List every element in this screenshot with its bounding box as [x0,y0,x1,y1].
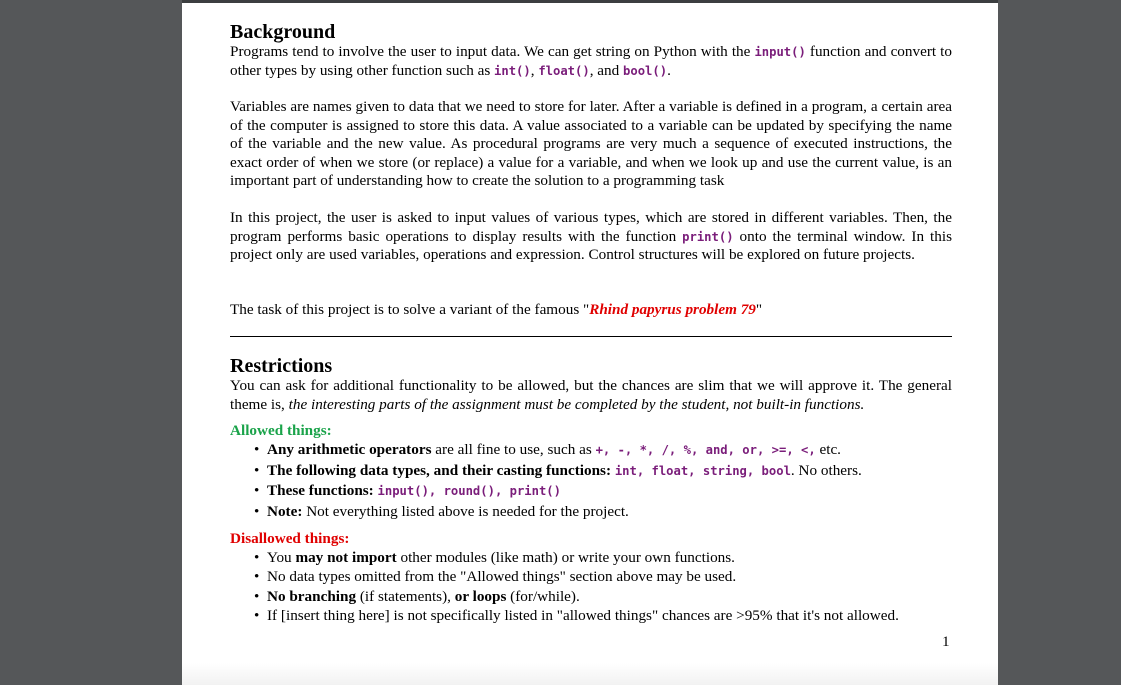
disallowed-list [230,548,952,626]
background-paragraph-3: In this project, the user is asked to input values of various types, which are stored in different variables. Then, the program performs basic operations to display results with the function print() onto the terminal window. In this project only are used variables, operations and expression. Control structures will be explored on future projects. [230,209,952,264]
page-bottom-shade [182,663,998,685]
list-item: • Note: Not everything listed above is needed for the project. [267,502,952,522]
restrictions-paragraph: You can ask for additional functionality to be allowed, but the chances are slim that we will approve it. The general theme is, the interesting parts of the assignment must be completed by the student, not built-in functions. [230,377,952,413]
rhind-papyrus-reference: Rhind papyrus problem 79 [589,301,756,318]
background-paragraph-2: Variables are names given to data that we need to store for later. After a variable is defined in a program, a certain area of the computer is assigned to store this data. A value associated to a variable can be updated by specifying the name of the variable and the new value. As procedural programs are very much a sequence of executed instructions, the exact order of when we store (or replace) a value for a variable, and when we look up and use the current value, is an important part of understanding how to create the solution to a programming task [230,98,952,190]
list-item: • If [insert thing here] is not specifically listed in "allowed things" chances are >95% that it's not allowed. [267,606,952,626]
section-divider [230,336,952,337]
list-item: • You may not import other modules (like math) or write your own functions. [267,548,952,568]
background-heading: Background [230,21,336,43]
allowed-list [230,440,952,521]
list-item: • Any arithmetic operators are all fine to use, such as +, -, *, /, %, and, or, >=, <, etc. [267,440,952,461]
restrictions-section [230,355,952,626]
background-paragraph-4-block [230,301,952,320]
background-paragraph-3-block [230,209,952,265]
background-paragraph-4: The task of this project is to solve a variant of the famous "Rhind papyrus problem 79" [230,301,763,318]
list-item: • These functions: input(), round(), print() [267,481,952,502]
list-item: • No branching (if statements), or loops (for/while). [267,587,952,607]
background-section [230,21,952,80]
restrictions-heading: Restrictions [230,355,333,377]
disallowed-heading: Disallowed things: [230,529,350,547]
allowed-heading: Allowed things: [230,422,332,440]
page-number: 1 [942,633,950,650]
background-paragraph-1: Programs tend to involve the user to input data. We can get string on Python with the input() function and convert to other types by using other function such as int(), float(), and bool(). [230,43,952,79]
list-item: • No data types omitted from the "Allowed things" section above may be used. [267,567,952,587]
list-item: • The following data types, and their casting functions: int, float, string, bool. No others. [267,461,952,482]
background-paragraph-2-block [230,98,952,191]
document-page [182,0,998,685]
